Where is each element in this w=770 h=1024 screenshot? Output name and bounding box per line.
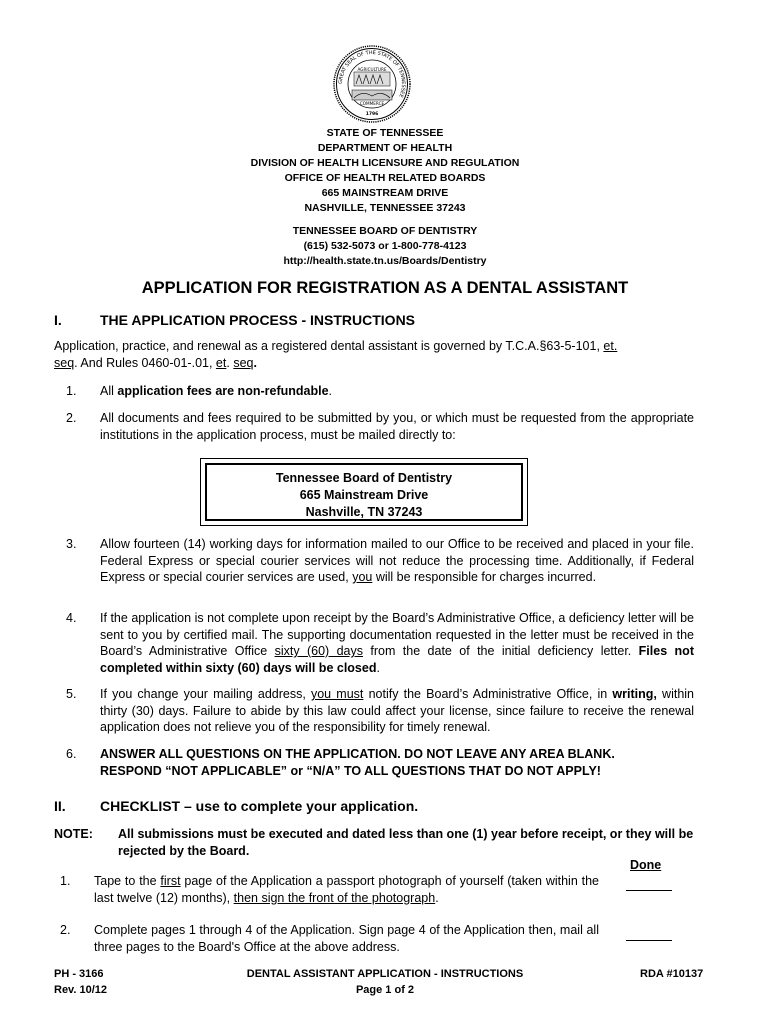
section-number: II. <box>54 798 66 814</box>
svg-text:COMMERCE: COMMERCE <box>359 101 385 106</box>
done-checkbox-line-1[interactable] <box>626 890 672 891</box>
document-title: APPLICATION FOR REGISTRATION AS A DENTAL ASSISTANT <box>141 279 629 297</box>
board-name: TENNESSEE BOARD OF DENTISTRY <box>292 225 478 237</box>
header-line: STATE OF TENNESSEE <box>326 127 444 139</box>
header-line: OFFICE OF HEALTH RELATED BOARDS <box>284 172 486 184</box>
header-line: NASHVILLE, TENNESSEE 37243 <box>304 202 466 214</box>
instruction-item-6: 6. ANSWER ALL QUESTIONS ON THE APPLICATION. DO NOT LEAVE ANY AREA BLANK. RESPOND “NOT APPLICABLE” or “N/A” TO ALL QUESTIONS THAT DO NOT APPLY! <box>66 747 615 778</box>
tennessee-state-seal <box>332 44 412 124</box>
done-column-label: Done <box>630 858 662 872</box>
section-number: I. <box>54 312 62 328</box>
header-line: DIVISION OF HEALTH LICENSURE AND REGULATION <box>250 157 520 169</box>
section-title: CHECKLIST – use to complete your application. <box>100 798 419 814</box>
header-line: DEPARTMENT OF HEALTH <box>317 142 453 154</box>
revision-date: Rev. 10/12 <box>54 984 108 996</box>
agency-header <box>0 126 770 269</box>
address-line: Nashville, TN 37243 <box>305 505 423 519</box>
svg-text:AGRICULTURE: AGRICULTURE <box>357 67 387 72</box>
instruction-item-2: 2. All documents and fees required to be submitted by you, or which must be requested from the appropriate institutions in the application process, must be mailed directly to: <box>66 411 694 442</box>
board-phone: (615) 532-5073 or 1-800-778-4123 <box>303 240 467 252</box>
mailing-address-box <box>200 458 528 526</box>
footer-rda-number: RDA #10137 <box>640 968 704 980</box>
section-title: THE APPLICATION PROCESS - INSTRUCTIONS <box>100 312 416 328</box>
section-2-heading <box>54 798 418 814</box>
instruction-item-3: 3. Allow fourteen (14) working days for information mailed to our Office to be received and placed in your file. Federal Express or special courier services will not reduce the processing time. Additionally, if Federal Express or special courier services are used, you will be responsible for charges incurred. <box>66 537 694 584</box>
checklist-item-2: 2. Complete pages 1 through 4 of the Application. Sign page 4 of the Application then, mail all three pages to the Board's Office at the above address. <box>60 923 599 954</box>
done-checkbox-line-2[interactable] <box>626 940 672 941</box>
intro-paragraph: Application, practice, and renewal as a registered dental assistant is governed by T.C.A.§63-5-101, et. seq. And Rules 0460-01-.01, et. seq. <box>54 339 618 370</box>
address-line: 665 Mainstream Drive <box>299 488 429 502</box>
footer-doc-name: DENTAL ASSISTANT APPLICATION - INSTRUCTIONS <box>246 968 524 980</box>
instruction-item-1: 1. All application fees are non-refundable. <box>66 384 333 398</box>
instruction-item-4: 4. If the application is not complete upon receipt by the Board’s Administrative Office, a deficiency letter will be sent to you by certified mail. The supporting documentation requested in the letter must be received in the Board’s Administrative Office sixty (60) days from the date of the initial deficiency letter. Files not completed within sixty (60) days will be closed. <box>66 611 694 675</box>
svg-text:1796: 1796 <box>365 112 379 117</box>
instruction-item-5: 5. If you change your mailing address, you must notify the Board’s Administrative Office, in writing, within thirty (30) days. Failure to abide by this law could affect your license, since failure to receive the renewal application does not relieve you of the responsibility for timely renewal. <box>66 687 695 734</box>
checklist-item-1: 1. Tape to the first page of the Application a passport photograph of yourself (taken within the last twelve (12) months), then sign the front of the photograph. <box>60 874 599 905</box>
board-url: http://health.state.tn.us/Boards/Dentistry <box>283 255 487 267</box>
checklist-note: NOTE: All submissions must be executed and dated less than one (1) year before receipt, or they will be rejected by the Board. <box>54 827 694 858</box>
section-1-heading <box>54 312 415 328</box>
address-line: Tennessee Board of Dentistry <box>275 471 453 485</box>
svg-text:GREAT SEAL OF THE STATE OF TEN: GREAT SEAL OF THE STATE OF TENNESSEE <box>337 49 407 99</box>
page-number: Page 1 of 2 <box>355 984 415 996</box>
header-line: 665 MAINSTREAM DRIVE <box>321 187 449 199</box>
form-number: PH - 3166 <box>54 968 104 980</box>
